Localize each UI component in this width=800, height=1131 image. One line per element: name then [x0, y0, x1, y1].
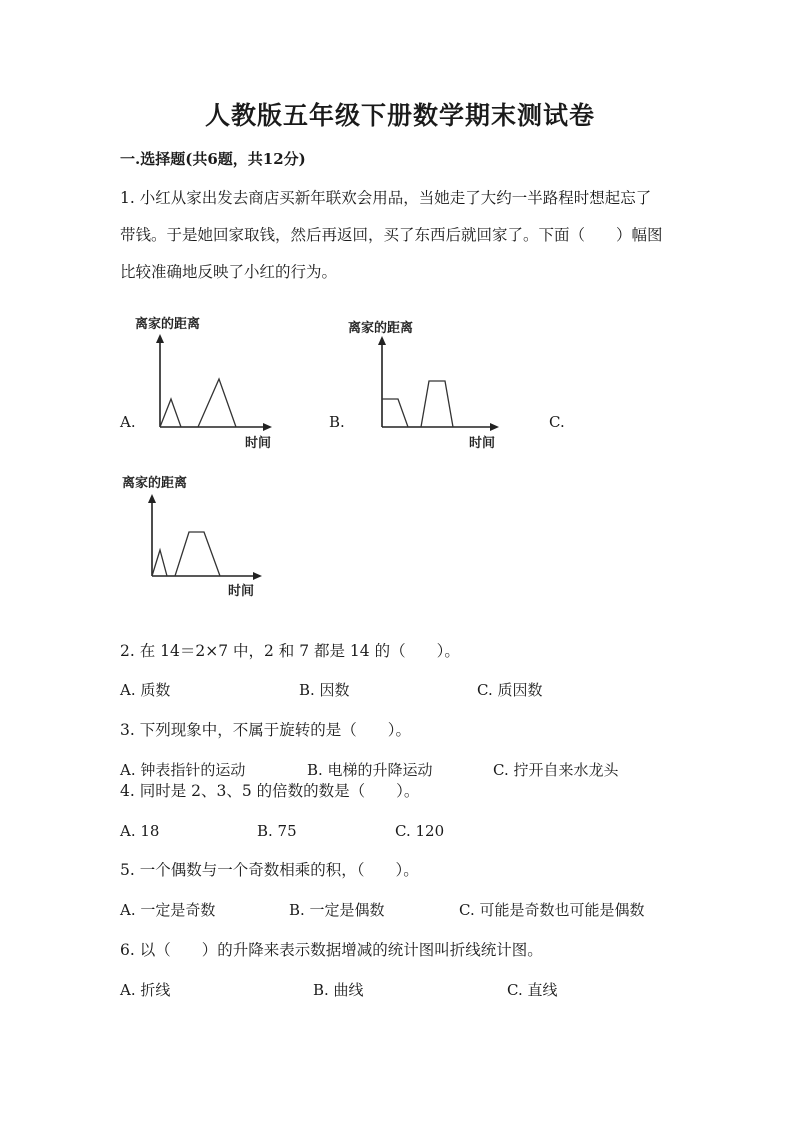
graph-b-y-arrow: [378, 336, 386, 345]
q1-stem-line3: 比较准确地反映了小红的行为。: [120, 263, 338, 281]
q5-stem: 5. 一个偶数与一个奇数相乘的积，（ ）。: [120, 861, 419, 879]
graph-b-ylabel: 离家的距离: [348, 321, 414, 336]
graph-c-path: [152, 532, 220, 576]
q1-option-a-label: A.: [120, 413, 136, 431]
q6-option-a: A. 折线: [120, 981, 171, 999]
q1-stem-line1: 1. 小红从家出发去商店买新年联欢会用品，当她走了大约一半路程时想起忘了: [120, 189, 652, 207]
graph-c-xlabel: 时间: [228, 584, 255, 599]
section-heading: 一.选择题(共6题，共12分): [120, 150, 306, 168]
q4-option-b: B. 75: [257, 822, 297, 840]
q5-option-b: B. 一定是偶数: [289, 901, 385, 919]
q2-stem: 2. 在 14＝2×7 中，2 和 7 都是 14 的（ ）。: [120, 642, 460, 660]
q3-stem: 3. 下列现象中，不属于旋转的是（ ）。: [120, 721, 411, 739]
q4-option-c: C. 120: [395, 822, 445, 840]
q5-option-a: A. 一定是奇数: [120, 901, 216, 919]
q3-option-c: C. 拧开自来水龙头: [493, 761, 619, 779]
graph-b-path: [382, 381, 453, 427]
graph-a-path: [160, 379, 236, 427]
q6-option-b: B. 曲线: [313, 981, 364, 999]
q6-option-c: C. 直线: [507, 981, 558, 999]
q1-stem-line2: 带钱。于是她回家取钱，然后再返回，买了东西后就回家了。下面（ ）幅图: [120, 226, 663, 244]
q1-graph-a: [135, 310, 285, 450]
q5-option-c: C. 可能是奇数也可能是偶数: [459, 901, 645, 919]
q4-option-a: A. 18: [120, 822, 160, 840]
graph-c-ylabel: 离家的距离: [122, 476, 188, 491]
graph-b-xlabel: 时间: [469, 436, 496, 451]
q1-option-c-label: C.: [549, 413, 565, 431]
q1-option-b-label: B.: [329, 413, 345, 431]
q2-option-b: B. 因数: [299, 681, 350, 699]
graph-c-y-arrow: [148, 494, 156, 503]
page-title: 人教版五年级下册数学期末测试卷: [204, 101, 595, 130]
q6-stem: 6. 以（ ）的升降来表示数据增减的统计图叫折线统计图。: [120, 941, 543, 959]
graph-a-xlabel: 时间: [245, 436, 272, 451]
q1-graph-c: [122, 470, 272, 605]
q3-option-a: A. 钟表指针的运动: [120, 761, 246, 779]
graph-c-x-arrow: [253, 572, 262, 580]
q2-option-c: C. 质因数: [477, 681, 543, 699]
q1-graph-b: [350, 310, 510, 450]
graph-a-y-arrow: [156, 334, 164, 343]
graph-a-ylabel: 离家的距离: [135, 317, 201, 332]
q3-option-b: B. 电梯的升降运动: [307, 761, 433, 779]
graph-b-x-arrow: [490, 423, 499, 431]
q2-option-a: A. 质数: [120, 681, 171, 699]
q4-stem: 4. 同时是 2、3、5 的倍数的数是（ ）。: [120, 782, 420, 800]
graph-a-x-arrow: [263, 423, 272, 431]
